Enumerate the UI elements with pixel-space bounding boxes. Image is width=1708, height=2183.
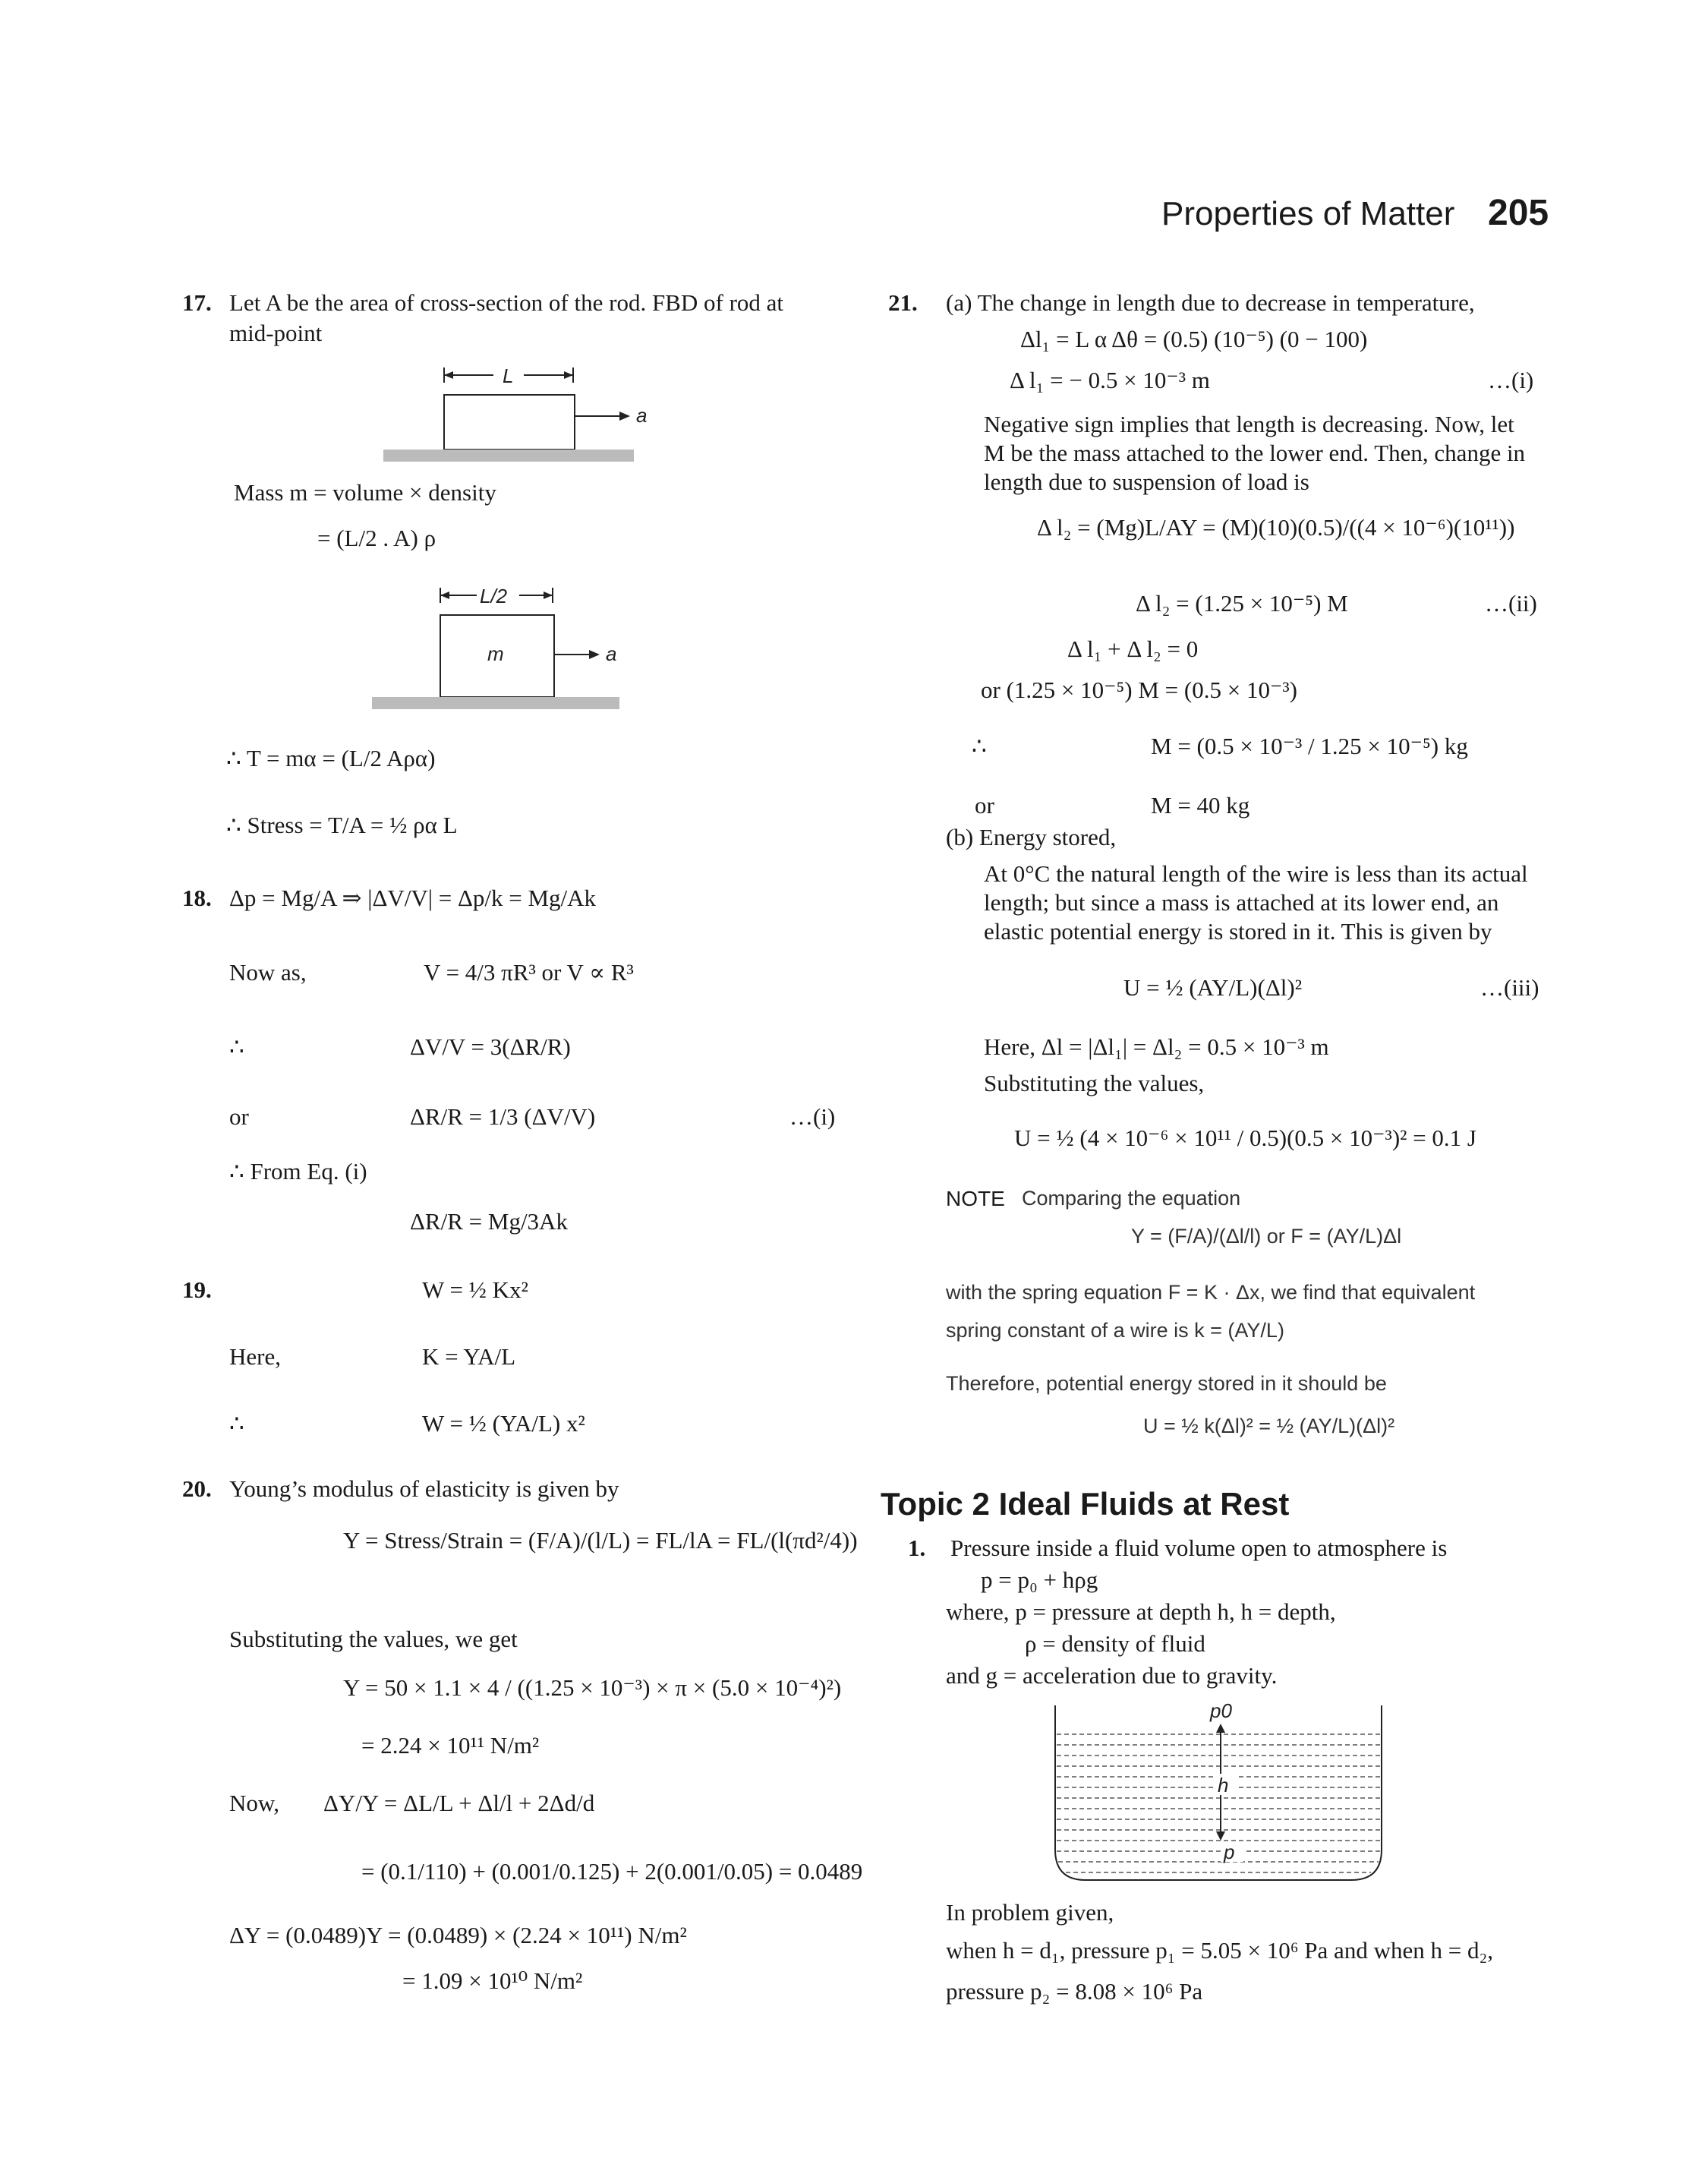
question-number-19: 19. [182,1276,212,1303]
q20-dy-value: = (0.1/110) + (0.001/0.125) + 2(0.001/0.05) = 0.0489 [361,1858,863,1885]
q18-from-eq: ∴ From Eq. (i) [229,1158,367,1185]
q19-here: Here, [229,1343,281,1370]
mass-label: m [487,642,504,665]
surface-pressure-label: p0 [1210,1699,1232,1722]
equation-tag-iii: …(iii) [1480,974,1539,1001]
section-heading: Topic 2 Ideal Fluids at Rest [881,1486,1290,1522]
q21-para2: M be the mass attached to the lower end. Then, change in [984,440,1526,466]
q17-text-line1: Let A be the area of cross-section of the rod. FBD of rod at [229,289,784,316]
q21-u-value: U = ½ (4 × 10⁻⁶ × 10¹¹ / 0.5)(0.5 × 10⁻³)² = 0.1 J [1014,1125,1476,1151]
q21-dl1-value: Δ l₁ = − 0.5 × 10⁻³ m [1010,367,1210,393]
q19-work-result: W = ½ (YA/L) x² [422,1410,585,1437]
q20-y-value: = 2.24 × 10¹¹ N/m² [361,1732,540,1759]
q21-or: or [975,792,994,819]
q21-subst: Substituting the values, [984,1070,1205,1096]
q21-u-expr: U = ½ (AY/L)(Δl)² [1123,974,1302,1001]
topic2-p2: pressure p₂ = 8.08 × 10⁶ Pa [946,1978,1203,2005]
question-number-17: 17. [182,289,212,316]
topic2-question-1: 1. [908,1535,926,1561]
q21-here: Here, Δl = |Δl₁| = Δl₂ = 0.5 × 10⁻³ m [984,1033,1329,1060]
note-line4: Therefore, potential energy stored in it should be [946,1372,1387,1395]
therefore-symbol: ∴ [229,1033,244,1060]
q20-now: Now, [229,1790,280,1816]
topic2-rho: ρ = density of fluid [1025,1630,1205,1657]
topic2-where: where, p = pressure at depth h, h = depth, [946,1598,1336,1625]
q21-part-b: (b) Energy stored, [946,824,1117,850]
depth-label: h [1218,1774,1229,1797]
note-label: NOTE [946,1187,1005,1210]
q20-dy-eq: ΔY/Y = ΔL/L + Δl/l + 2Δd/d [323,1790,595,1816]
q21-or-line: or (1.25 × 10⁻⁵) M = (0.5 × 10⁻³) [981,677,1297,703]
q21-para5: length; but since a mass is attached at its lower end, an [984,889,1499,916]
accel-label-2: a [606,642,617,665]
mass-line: Mass m = volume × density [234,479,496,506]
q18-pressure-eq: Δp = Mg/A ⇒ |ΔV/V| = Δp/k = Mg/Ak [229,885,597,911]
note-equation: Y = (F/A)/(Δl/l) or F = (AY/L)Δl [1131,1225,1402,1248]
q18-result: ΔR/R = Mg/3Ak [410,1208,568,1235]
q18-volume-eq: V = 4/3 πR³ or V ∝ R³ [424,959,634,986]
q19-k-eq: K = YA/L [422,1343,516,1370]
equation-tag-ii: …(ii) [1485,590,1537,617]
q20-text: Young’s modulus of elasticity is given by [229,1475,619,1502]
note-line1: Comparing the equation [1022,1187,1241,1210]
q21-part-a: (a) The change in length due to decrease in temperature, [946,289,1475,316]
equation-tag-i: …(i) [1488,367,1534,393]
topic2-pressure-eq: p = p₀ + hρg [981,1566,1098,1593]
q18-now-as: Now as, [229,959,307,986]
topic2-when: when h = d₁, pressure p₁ = 5.05 × 10⁶ Pa and when h = d₂, [946,1937,1494,1964]
q18-or: or [229,1103,249,1130]
rod-length-label: L [503,364,514,387]
question-number-21: 21. [888,289,918,316]
note-line2: with the spring equation F = K · Δx, we find that equivalent [946,1281,1476,1304]
half-length-label: L/2 [480,585,508,607]
note-line3: spring constant of a wire is k = (AY/L) [946,1319,1284,1342]
q21-para6: elastic potential energy is stored in it. This is given by [984,918,1492,945]
q21-dl2-value: Δ l₂ = (1.25 × 10⁻⁵) M [1136,590,1348,617]
q18-dv-eq: ΔV/V = 3(ΔR/R) [410,1033,571,1060]
q19-work-eq: W = ½ Kx² [422,1276,528,1303]
therefore-symbol: ∴ [972,733,987,759]
note-equation-2: U = ½ k(Δl)² = ½ (AY/L)(Δl)² [1143,1415,1395,1437]
q17-text-line2: mid-point [229,320,323,346]
q21-dl1-eq: Δl₁ = L α Δθ = (0.5) (10⁻⁵) (0 − 100) [1020,326,1368,352]
q21-sum-eq: Δ l₁ + Δ l₂ = 0 [1067,636,1199,662]
fluid-container-diagram [1048,1698,1397,1888]
equation-tag-i: …(i) [789,1103,836,1130]
topic2-and: and g = acceleration due to gravity. [946,1662,1278,1689]
q21-dl2-eq: Δ l₂ = (Mg)L/AY = (M)(10)(0.5)/((4 × 10⁻⁶)(10¹¹)) [1037,514,1515,541]
running-header-title: Properties of Matter [1161,195,1455,232]
q21-para4: At 0°C the natural length of the wire is less than its actual [984,860,1528,887]
q20-dY-value: = 1.09 × 10¹⁰ N/m² [402,1967,583,1994]
q21-para3: length due to suspension of load is [984,468,1309,495]
mass-expression: = (L/2 . A) ρ [317,525,436,551]
q21-m-expr: M = (0.5 × 10⁻³ / 1.25 × 10⁻⁵) kg [1151,733,1468,759]
topic2-line1: Pressure inside a fluid volume open to atmosphere is [950,1535,1448,1561]
fbd-half-rod-diagram [364,585,653,714]
q18-dr-eq: ΔR/R = 1/3 (ΔV/V) [410,1103,596,1130]
stress-equation: ∴ Stress = T/A = ½ ρα L [226,812,458,838]
depth-pressure-label: p [1224,1841,1235,1863]
therefore-symbol: ∴ [229,1410,244,1437]
accel-label: a [636,404,648,427]
q20-young-modulus-def: Y = Stress/Strain = (F/A)/(l/L) = FL/lA = FL/(l(πd²/4)) [343,1527,858,1554]
q21-para1: Negative sign implies that length is decreasing. Now, let [984,411,1514,437]
question-number-18: 18. [182,885,212,911]
q20-dY-eq: ΔY = (0.0489)Y = (0.0489) × (2.24 × 10¹¹) N/m² [229,1922,687,1948]
q21-m-value: M = 40 kg [1151,792,1250,819]
q20-y-calc: Y = 50 × 1.1 × 4 / ((1.25 × 10⁻³) × π × (5.0 × 10⁻⁴)²) [343,1674,842,1701]
topic2-problem: In problem given, [946,1899,1114,1926]
q20-subst: Substituting the values, we get [229,1626,518,1652]
fbd-rod-diagram [380,364,668,471]
tension-equation: ∴ T = mα = (L/2 Aρα) [226,745,436,771]
page-number: 205 [1488,193,1549,233]
question-number-20: 20. [182,1475,212,1502]
